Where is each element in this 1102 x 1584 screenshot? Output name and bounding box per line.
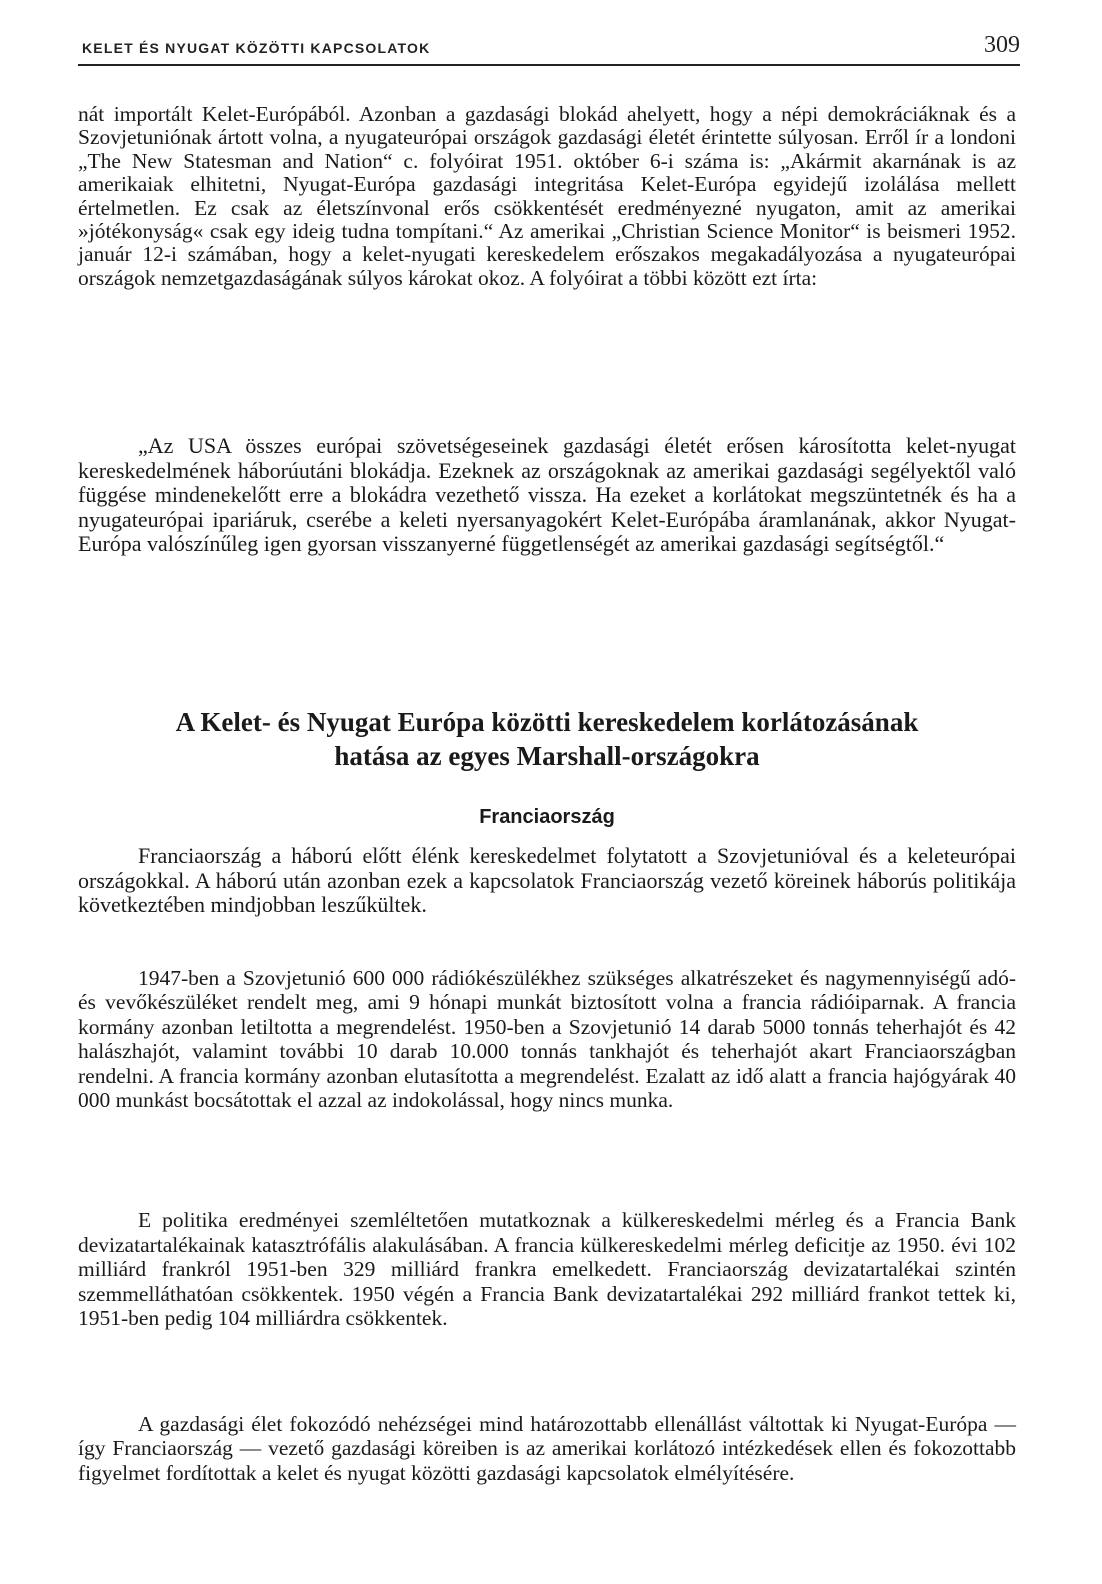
paragraph-france-1: Franciaország a háború előtt élénk kereskedelmet folytatott a Szovjetunióval és a keleteurópai országokkal. A háború után azonban ezek a kapcsolatok Franciaország vezető köreinek háborús politikája következtében mindjobban leszűkültek. <box>78 843 1016 917</box>
paragraph-quote: „Az USA összes európai szövetségeseinek gazdasági életét erősen károsította kelet-nyugat kereskedelmének háborúutáni blokádja. Ezeknek az országoknak az amerikai gazdasági segélyektől való függése mindenekelőtt erre a blokádra vezethető vissza. Ha ezeket a korlátokat megszüntetnék és ha a nyugateurópai ipariáruk, cserébe a keleti nyersanyagokért Kelet-Európába áramlanának, akkor Nyugat-Európa valószínűleg igen gyorsan visszanyerné függetlenségét az amerikai gazdasági segítségtől.“ <box>78 433 1016 557</box>
paragraph-france-2: 1947-ben a Szovjetunió 600 000 rádiókészülékhez szükséges alkatrészeket és nagymennyiségű adó- és vevőkészüléket rendelt meg, ami 9 hónapi munkát biztosított volna a francia rádióiparnak. A francia kormány azonban letiltotta a megrendelést. 1950-ben a Szovjetunió 14 darab 5000 tonnás teherhajót és 42 halászhajót, valamint további 10 darab 10.000 tonnás tankhajót és teherhajót akart Franciaországban rendelni. A francia kormány azonban elutasította a megrendelést. Ezalatt az idő alatt a francia hajógyárak 40 000 munkást bocsátottak el azzal az indokolással, hogy nincs munka. <box>78 966 1016 1113</box>
section-heading <box>78 705 1016 773</box>
subheading-france: Franciaország <box>479 806 615 828</box>
running-title: KELET ÉS NYUGAT KÖZÖTTI KAPCSOLATOK <box>82 40 431 56</box>
paragraph-france-3: E politika eredményei szemléltetően mutatkoznak a külkereskedelmi mérleg és a Francia Bank devizatartalékainak katasztrófális alakulásában. A francia külkereskedelmi mérleg deficitje az 1950. évi 102 milliárd frankról 1951-ben 329 milliárd frankra emelkedett. Franciaország devizatartalékai szintén szemmelláthatóan csökkentek. 1950 végén a Francia Bank devizatartalékai 292 milliárd frankot tettek ki, 1951-ben pedig 104 milliárdra csökkentek. <box>78 1208 1016 1330</box>
paragraph-intro: nát importált Kelet-Európából. Azonban a gazdasági blokád ahelyett, hogy a népi demokráciáknak és a Szovjetuniónak ártott volna, a nyugateurópai országok gazdasági életét érintette súlyosan. Erről ír a londoni „The New Statesman and Nation“ c. folyóirat 1951. október 6-i száma is: „Akármit akarnának is az amerikaiak elhitetni, Nyugat-Európa gazdasági integritása Kelet-Európa egyidejű izolálása mellett értelmetlen. Ez csak az életszínvonal erős csökkentését eredményezné nyugaton, amit az amerikai »jótékonyság« csak egy ideig tudna tompítani.“ Az amerikai „Christian Science Monitor“ is beismeri 1952. január 12-i számában, hogy a kelet-nyugati kereskedelem erőszakos megakadályozása a nyugateurópai országok nemzetgazdaságának súlyos károkat okoz. A folyóirat a többi között ezt írta: <box>78 102 1016 290</box>
paragraph-france-4: A gazdasági élet fokozódó nehézségei mind határozottabb ellenállást váltottak ki Nyugat-Európa — így Franciaország — vezető gazdasági köreiben is az amerikai korlátozó intézkedések ellen és fokozottabb figyelmet fordítottak a kelet és nyugat közötti gazdasági kapcsolatok elmélyítésére. <box>78 1412 1016 1485</box>
page-number: 309 <box>984 32 1020 58</box>
running-header <box>78 30 1020 66</box>
section-heading-line-1: A Kelet- és Nyugat Európa közötti kereskedelem korlátozásának <box>175 707 919 737</box>
section-heading-line-2: hatása az egyes Marshall-országokra <box>334 741 760 771</box>
